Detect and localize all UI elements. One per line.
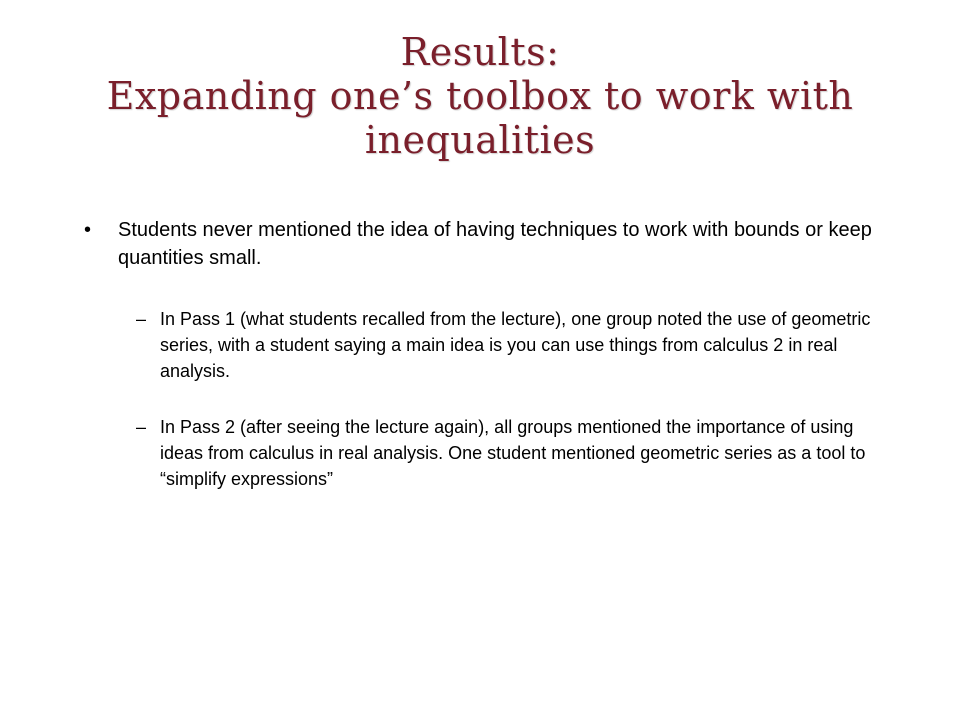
title-line-2: Expanding one’s toolbox to work with	[106, 74, 854, 118]
sub-bullet-text: In Pass 2 (after seeing the lecture again), all groups mentioned the importance of using ideas from calculus in real analysis. One student mentioned geometric series as a tool to “simplify expressions”	[160, 417, 866, 489]
slide-title	[60, 30, 900, 162]
main-bullet-text: Students never mentioned the idea of having techniques to work with bounds or keep quantities small.	[118, 219, 872, 269]
bullet-marker: •	[84, 219, 92, 241]
title-line-1: Results:	[400, 30, 560, 74]
title-line-3: inequalities	[364, 118, 596, 162]
slide-body	[80, 216, 880, 492]
sub-bullet-marker: –	[136, 309, 147, 329]
sub-bullet-marker: –	[136, 417, 147, 437]
sub-bullet-pass-1	[80, 306, 880, 384]
sub-bullet-pass-2	[80, 414, 880, 492]
main-bullet	[80, 216, 880, 272]
sub-bullet-text: In Pass 1 (what students recalled from the lecture), one group noted the use of geometric series, with a student saying a main idea is you can use things from calculus 2 in real analysis.	[160, 309, 871, 381]
